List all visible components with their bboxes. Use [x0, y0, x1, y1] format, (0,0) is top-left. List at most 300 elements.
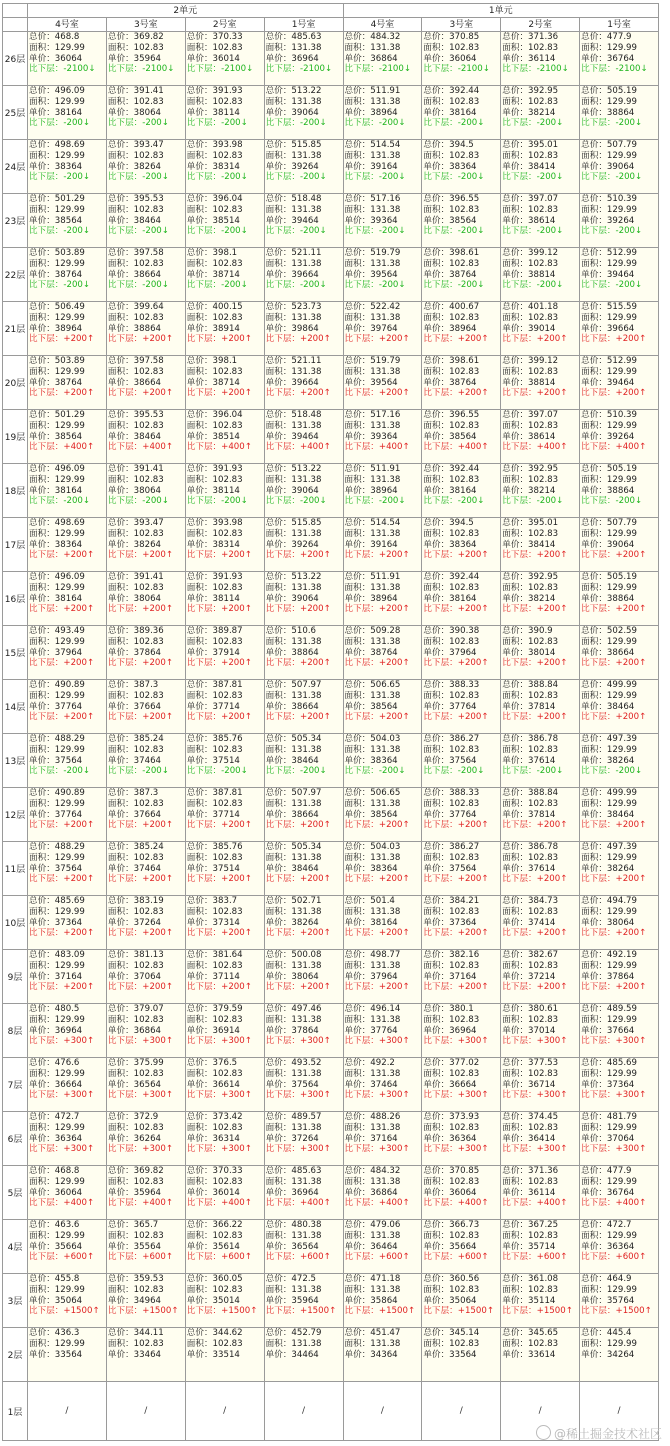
- diff-line-value: +200: [457, 604, 482, 615]
- area-value: 129.99: [54, 960, 85, 971]
- unit-price-value: 38464: [291, 863, 319, 874]
- unit-price-value: 34964: [133, 1295, 162, 1306]
- total-price-label: 总价：: [581, 572, 607, 582]
- total-price-value: 388.84: [528, 680, 559, 690]
- total-price-value: 399.12: [528, 248, 559, 258]
- unit-price-value: 37664: [606, 1025, 635, 1036]
- unit-price-label: 单价：: [423, 971, 450, 982]
- unit-price-value: 35864: [370, 1295, 398, 1306]
- total-price-value: 380.61: [528, 1004, 559, 1014]
- diff-line: [344, 712, 422, 723]
- price-table: [2, 3, 659, 1441]
- area: [28, 853, 106, 864]
- total-price: [344, 194, 422, 205]
- diff-line-value: -200: [615, 280, 636, 291]
- total-price: [580, 464, 658, 475]
- total-price-value: 494.79: [606, 896, 637, 906]
- total-price-value: 370.33: [212, 1166, 243, 1176]
- unit-price-label: 单价：: [186, 431, 213, 442]
- diff-line-value: +200: [457, 388, 482, 399]
- area: [107, 1231, 185, 1242]
- area-value: 131.38: [370, 636, 401, 647]
- total-price: [422, 32, 500, 43]
- arrow-up-icon: ↑: [481, 1144, 489, 1155]
- diff-line-value: +200: [615, 712, 640, 723]
- unit-price-label: 单价：: [186, 107, 213, 118]
- unit-price-value: 35664: [54, 1241, 83, 1252]
- total-price: [580, 518, 658, 529]
- area: [265, 259, 343, 270]
- area-label: 面积：: [265, 528, 292, 539]
- arrow-down-icon: ↓: [161, 118, 169, 129]
- unit-price: [28, 378, 106, 389]
- unit-price-value: 37814: [528, 809, 556, 820]
- diff-line-value: +200: [536, 982, 561, 993]
- total-price-value: 390.38: [449, 626, 480, 636]
- unit-price-label: 单价：: [581, 485, 607, 496]
- diff-line: [501, 604, 579, 615]
- total-price-value: 397.58: [133, 356, 164, 366]
- diff-line-value: +200: [142, 658, 166, 669]
- price-cell: [264, 572, 343, 626]
- diff-line-value: +200: [378, 982, 403, 993]
- total-price-value: 512.99: [606, 356, 637, 366]
- unit-price-label: 单价：: [265, 809, 292, 820]
- unit-price-value: 38764: [370, 647, 398, 658]
- area-label: 面积：: [107, 150, 134, 161]
- unit-price-value: 35764: [606, 1295, 635, 1306]
- area-label: 面积：: [423, 312, 450, 323]
- total-price-label: 总价：: [265, 842, 292, 852]
- total-price-value: 391.93: [212, 86, 243, 96]
- total-price-label: 总价：: [344, 680, 371, 690]
- diff-line: [344, 496, 422, 507]
- area-value: 129.99: [606, 474, 637, 485]
- diff-line-label: 比下层：: [581, 334, 616, 345]
- diff-line-value: +1500: [300, 1306, 330, 1317]
- area: [107, 151, 185, 162]
- unit-price-label: 单价：: [581, 755, 607, 766]
- area: [186, 529, 264, 540]
- diff-line: [186, 1144, 264, 1155]
- diff-line-value: +200: [536, 712, 561, 723]
- diff-line-label: 比下层：: [502, 874, 537, 885]
- area: [422, 583, 500, 594]
- unit-price-label: 单价：: [29, 1079, 55, 1090]
- arrow-up-icon: ↑: [323, 658, 331, 669]
- diff-line-value: +200: [142, 388, 166, 399]
- total-price-value: 386.78: [528, 842, 559, 852]
- unit-price: [580, 1350, 658, 1361]
- arrow-up-icon: ↑: [165, 1090, 174, 1101]
- total-price-value: 496.09: [54, 464, 85, 474]
- unit-price-value: 37764: [370, 1025, 398, 1036]
- unit-price-label: 单价：: [502, 431, 529, 442]
- unit-price-label: 单价：: [344, 593, 371, 604]
- arrow-up-icon: ↑: [560, 1252, 568, 1263]
- area: [344, 637, 422, 648]
- unit-price: [501, 324, 579, 335]
- total-price-value: 360.56: [449, 1274, 480, 1284]
- unit-price-label: 单价：: [344, 1241, 371, 1252]
- area-label: 面积：: [502, 366, 529, 377]
- unit-price-label: 单价：: [107, 1241, 134, 1252]
- price-cell: [106, 1220, 185, 1274]
- diff-line: [422, 820, 500, 831]
- diff-line: [107, 766, 185, 777]
- arrow-down-icon: ↓: [635, 496, 643, 507]
- diff-line-value: -200: [221, 496, 241, 507]
- diff-line-value: +200: [63, 928, 87, 939]
- price-cell: [343, 1004, 422, 1058]
- area-label: 面积：: [502, 96, 529, 107]
- total-price-value: 345.14: [449, 1328, 480, 1338]
- arrow-up-icon: ↑: [323, 442, 331, 453]
- area: [107, 907, 185, 918]
- arrow-up-icon: ↑: [323, 550, 331, 561]
- area: [422, 43, 500, 54]
- total-price: [344, 140, 422, 151]
- price-cell: [343, 410, 422, 464]
- unit-price-value: 38864: [291, 647, 319, 658]
- arrow-up-icon: ↑: [639, 658, 647, 669]
- total-price: [580, 1112, 658, 1123]
- diff-line-label: 比下层：: [186, 1252, 222, 1263]
- floor-label: 21层: [3, 302, 28, 356]
- diff-line-value: +200: [221, 388, 245, 399]
- area-value: 129.99: [54, 744, 85, 755]
- unit-price-label: 单价：: [265, 539, 292, 550]
- unit-price-label: 单价：: [344, 971, 371, 982]
- area-label: 面积：: [502, 204, 529, 215]
- area: [186, 853, 264, 864]
- unit-price-label: 单价：: [502, 107, 529, 118]
- unit-price: [501, 864, 579, 875]
- diff-line-label: 比下层：: [581, 280, 616, 291]
- diff-line-label: 比下层：: [29, 388, 64, 399]
- price-cell: [28, 950, 107, 1004]
- total-price-label: 总价：: [344, 896, 371, 906]
- unit-price-label: 单价：: [186, 647, 213, 658]
- total-price: [107, 1274, 185, 1285]
- unit-price: [107, 378, 185, 389]
- arrow-up-icon: ↑: [402, 874, 410, 885]
- unit-price: [265, 810, 343, 821]
- area-value: 129.99: [54, 204, 85, 215]
- area-label: 面积：: [107, 474, 134, 485]
- price-cell: [106, 626, 185, 680]
- diff-line-label: 比下层：: [186, 982, 222, 993]
- total-price-label: 总价：: [502, 356, 529, 366]
- total-price-label: 总价：: [186, 572, 213, 582]
- diff-line-label: 比下层：: [107, 604, 143, 615]
- diff-line: [265, 874, 343, 885]
- arrow-up-icon: ↑: [87, 712, 95, 723]
- diff-line-label: 比下层：: [581, 1198, 616, 1209]
- unit-price: [28, 1350, 106, 1361]
- area-value: 102.83: [528, 150, 559, 161]
- unit-price-label: 单价：: [186, 53, 213, 64]
- area-label: 面积：: [423, 474, 450, 485]
- total-price-label: 总价：: [265, 248, 292, 258]
- diff-line-label: 比下层：: [265, 604, 301, 615]
- total-price-label: 总价：: [344, 1274, 371, 1284]
- unit-price-value: 38014: [528, 647, 556, 658]
- area-label: 面积：: [186, 744, 213, 755]
- unit-price: [580, 972, 658, 983]
- area: [580, 907, 658, 918]
- area-value: 129.99: [54, 690, 85, 701]
- unit-price: [422, 1188, 500, 1199]
- arrow-up-icon: ↑: [560, 1198, 568, 1209]
- arrow-up-icon: ↑: [244, 550, 252, 561]
- total-price-label: 总价：: [265, 32, 292, 42]
- area-label: 面积：: [186, 96, 213, 107]
- unit-price: [344, 486, 422, 497]
- total-price: [580, 194, 658, 205]
- unit-price: [422, 324, 500, 335]
- unit-price-value: 38764: [449, 377, 477, 388]
- area: [265, 151, 343, 162]
- diff-line: [28, 1090, 106, 1101]
- unit-price-value: 36664: [54, 1079, 83, 1090]
- diff-line: [501, 1090, 579, 1101]
- area-value: 102.83: [528, 1284, 559, 1295]
- unit-price-value: 37764: [54, 701, 83, 712]
- total-price-label: 总价：: [423, 842, 450, 852]
- unit-price-value: 37764: [449, 701, 477, 712]
- diff-line: [580, 1198, 658, 1209]
- unit-price: [501, 1080, 579, 1091]
- arrow-up-icon: ↑: [402, 550, 410, 561]
- area-value: 102.83: [449, 1338, 480, 1349]
- floor-label: 14层: [3, 680, 28, 734]
- total-price-value: 507.79: [606, 140, 637, 150]
- arrow-down-icon: ↓: [167, 64, 175, 75]
- area-value: 129.99: [54, 1122, 85, 1133]
- total-price: [107, 518, 185, 529]
- total-price-value: 379.59: [212, 1004, 243, 1014]
- total-price-label: 总价：: [502, 896, 529, 906]
- area: [107, 475, 185, 486]
- arrow-up-icon: ↑: [481, 550, 489, 561]
- total-price-value: 497.46: [291, 1004, 322, 1014]
- unit-price-value: 36014: [212, 1187, 240, 1198]
- unit-price-label: 单价：: [344, 1349, 371, 1360]
- unit-price-label: 单价：: [502, 1295, 529, 1306]
- total-price-label: 总价：: [186, 410, 213, 420]
- total-price: [28, 464, 106, 475]
- total-price-value: 519.79: [370, 356, 401, 366]
- unit-price-label: 单价：: [344, 1025, 371, 1036]
- area-label: 面积：: [581, 744, 607, 755]
- price-cell: [106, 302, 185, 356]
- unit-price-label: 单价：: [186, 323, 213, 334]
- unit-price-value: 38314: [212, 161, 240, 172]
- total-price-value: 509.28: [370, 626, 401, 636]
- diff-line-label: 比下层：: [107, 280, 143, 291]
- area: [344, 961, 422, 972]
- area: [265, 1285, 343, 1296]
- unit-price-label: 单价：: [423, 863, 450, 874]
- diff-line-label: 比下层：: [581, 1252, 616, 1263]
- price-cell: [422, 1274, 501, 1328]
- total-price: [186, 32, 264, 43]
- diff-line-label: 比下层：: [186, 226, 222, 237]
- diff-line: [501, 226, 579, 237]
- unit-price-value: 36064: [54, 53, 83, 64]
- area: [580, 475, 658, 486]
- arrow-up-icon: ↑: [560, 820, 568, 831]
- price-cell: [264, 1328, 343, 1382]
- price-cell: [343, 572, 422, 626]
- area-value: 129.99: [54, 1284, 85, 1295]
- unit-price-value: 38264: [133, 539, 162, 550]
- diff-line-value: +200: [300, 874, 324, 885]
- diff-line: [28, 604, 106, 615]
- area-value: 129.99: [54, 1338, 85, 1349]
- total-price-label: 总价：: [344, 950, 371, 960]
- arrow-up-icon: ↑: [639, 388, 647, 399]
- price-cell: [501, 32, 580, 86]
- diff-line-value: +200: [142, 712, 166, 723]
- area: [344, 97, 422, 108]
- unit-price-value: 38664: [606, 647, 635, 658]
- unit-price-label: 单价：: [29, 1187, 55, 1198]
- unit-price: [580, 108, 658, 119]
- diff-line-label: 比下层：: [344, 550, 379, 561]
- unit-price-label: 单价：: [186, 863, 213, 874]
- unit-price-label: 单价：: [423, 107, 450, 118]
- arrow-down-icon: ↓: [398, 496, 406, 507]
- unit-price-value: 39864: [291, 323, 319, 334]
- total-price: [344, 572, 422, 583]
- diff-line-value: +200: [63, 334, 87, 345]
- unit-price: [28, 864, 106, 875]
- arrow-up-icon: ↑: [244, 928, 252, 939]
- total-price-value: 489.59: [606, 1004, 637, 1014]
- diff-line-value: -200: [300, 172, 320, 183]
- diff-line-value: -200: [378, 226, 399, 237]
- area: [344, 205, 422, 216]
- total-price: [580, 950, 658, 961]
- total-price: [580, 1004, 658, 1015]
- total-price: [107, 1220, 185, 1231]
- price-cell: [501, 1058, 580, 1112]
- arrow-up-icon: ↑: [481, 1090, 489, 1101]
- total-price-value: 377.53: [528, 1058, 559, 1068]
- unit-price: [265, 540, 343, 551]
- diff-line: [580, 874, 658, 885]
- total-price: [28, 734, 106, 745]
- total-price-value: 397.07: [528, 410, 559, 420]
- floor-row: [3, 950, 659, 1004]
- diff-line: [344, 820, 422, 831]
- unit-price-value: 38364: [449, 161, 477, 172]
- diff-line: [28, 1036, 106, 1047]
- arrow-up-icon: ↑: [402, 334, 410, 345]
- diff-line: [344, 388, 422, 399]
- diff-line-value: +200: [142, 550, 166, 561]
- diff-line: [580, 226, 658, 237]
- area: [265, 313, 343, 324]
- total-price: [580, 140, 658, 151]
- unit-price-value: 37364: [54, 917, 83, 928]
- total-price-value: 395.53: [133, 410, 164, 420]
- diff-line-value: -200: [142, 496, 162, 507]
- area-label: 面积：: [502, 1284, 529, 1295]
- unit-price-label: 单价：: [344, 863, 371, 874]
- unit-price: [265, 972, 343, 983]
- total-price-value: 384.21: [449, 896, 480, 906]
- arrow-up-icon: ↑: [639, 442, 647, 453]
- unit-price-label: 单价：: [107, 215, 134, 226]
- total-price-label: 总价：: [581, 1328, 607, 1338]
- diff-line-label: 比下层：: [265, 334, 301, 345]
- arrow-up-icon: ↑: [244, 712, 252, 723]
- unit-price: [344, 216, 422, 227]
- total-price-value: 507.97: [291, 788, 322, 798]
- diff-line-value: +200: [300, 820, 324, 831]
- unit-price: [422, 702, 500, 713]
- unit-price-label: 单价：: [423, 1187, 450, 1198]
- arrow-up-icon: ↑: [87, 874, 95, 885]
- price-cell: [501, 1328, 580, 1382]
- unit-price-label: 单价：: [423, 1295, 450, 1306]
- unit-price: [344, 540, 422, 551]
- total-price: [28, 32, 106, 43]
- unit-price-value: 35964: [133, 53, 162, 64]
- floor-row: [3, 248, 659, 302]
- total-price-value: 386.27: [449, 842, 480, 852]
- total-price: [580, 734, 658, 745]
- unit-price: [265, 486, 343, 497]
- arrow-up-icon: ↑: [560, 1036, 568, 1047]
- price-cell: [28, 788, 107, 842]
- unit-price-label: 单价：: [344, 1079, 371, 1090]
- floor-row: [3, 1328, 659, 1382]
- total-price: [186, 302, 264, 313]
- diff-line-label: 比下层：: [265, 1036, 301, 1047]
- area-label: 面积：: [581, 906, 607, 917]
- total-price-value: 359.53: [133, 1274, 164, 1284]
- area: [580, 799, 658, 810]
- unit-price-value: 38714: [212, 377, 240, 388]
- area: [422, 799, 500, 810]
- area: [265, 907, 343, 918]
- total-price: [501, 302, 579, 313]
- total-price-label: 总价：: [107, 626, 134, 636]
- unit-price-label: 单价：: [186, 809, 213, 820]
- area: [107, 1069, 185, 1080]
- total-price-label: 总价：: [581, 626, 607, 636]
- diff-line-label: 比下层：: [581, 64, 616, 75]
- arrow-up-icon: ↑: [87, 1198, 95, 1209]
- area-value: 129.99: [54, 312, 85, 323]
- diff-line-label: 比下层：: [186, 1198, 222, 1209]
- unit-price-value: 39064: [291, 107, 319, 118]
- diff-line-value: +1500: [63, 1306, 93, 1317]
- total-price: [186, 518, 264, 529]
- price-cell: [106, 86, 185, 140]
- price-cell: [106, 464, 185, 518]
- arrow-down-icon: ↓: [82, 172, 91, 183]
- area-value: 102.83: [133, 906, 164, 917]
- diff-line-label: 比下层：: [107, 982, 143, 993]
- area-label: 面积：: [502, 852, 529, 863]
- unit-price: [265, 270, 343, 281]
- area-value: 102.83: [212, 744, 243, 755]
